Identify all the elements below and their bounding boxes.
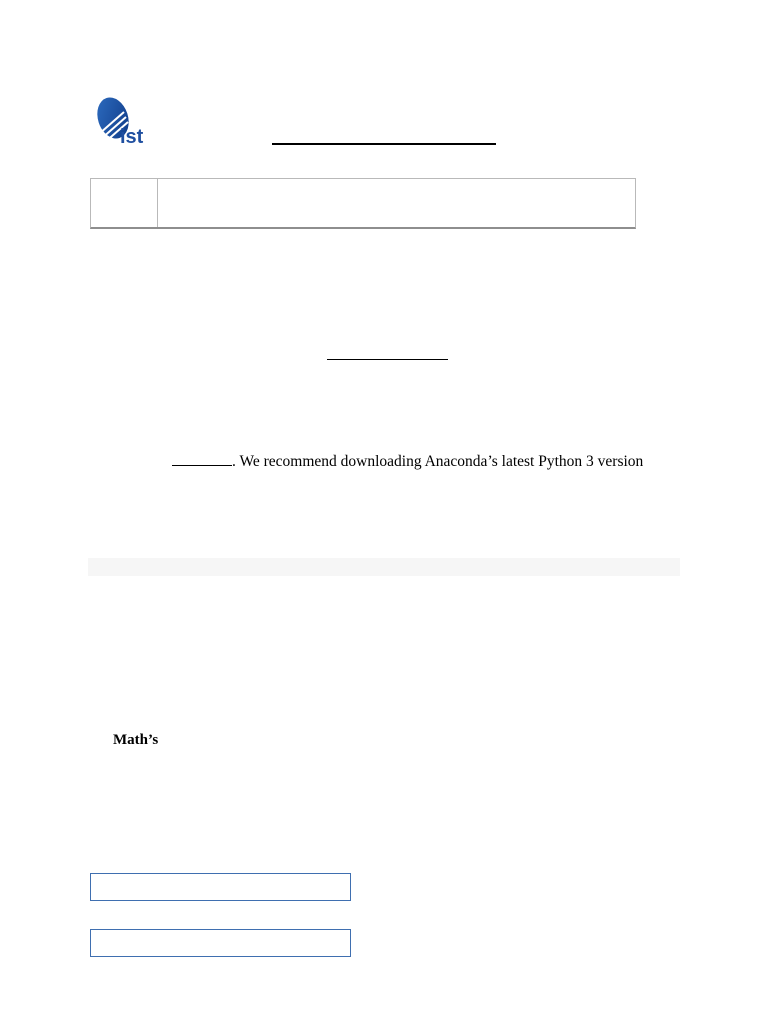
- section-heading-underline: [327, 359, 448, 360]
- ist-logo-icon: [96, 96, 154, 148]
- maths-label: Math’s: [113, 732, 159, 748]
- title-underline: [272, 143, 496, 145]
- instruction-sentence: [172, 451, 652, 472]
- answer-field-2[interactable]: [90, 929, 351, 957]
- header-table-divider: [157, 179, 158, 227]
- svg-text:ist: ist: [120, 126, 144, 148]
- instruction-text: . We recommend downloading Anaconda’s latest Python 3 version: [232, 453, 644, 470]
- fill-in-blank: [172, 451, 232, 466]
- shaded-band: [88, 558, 680, 576]
- answer-field-1[interactable]: [90, 873, 351, 901]
- header-table: [90, 178, 636, 229]
